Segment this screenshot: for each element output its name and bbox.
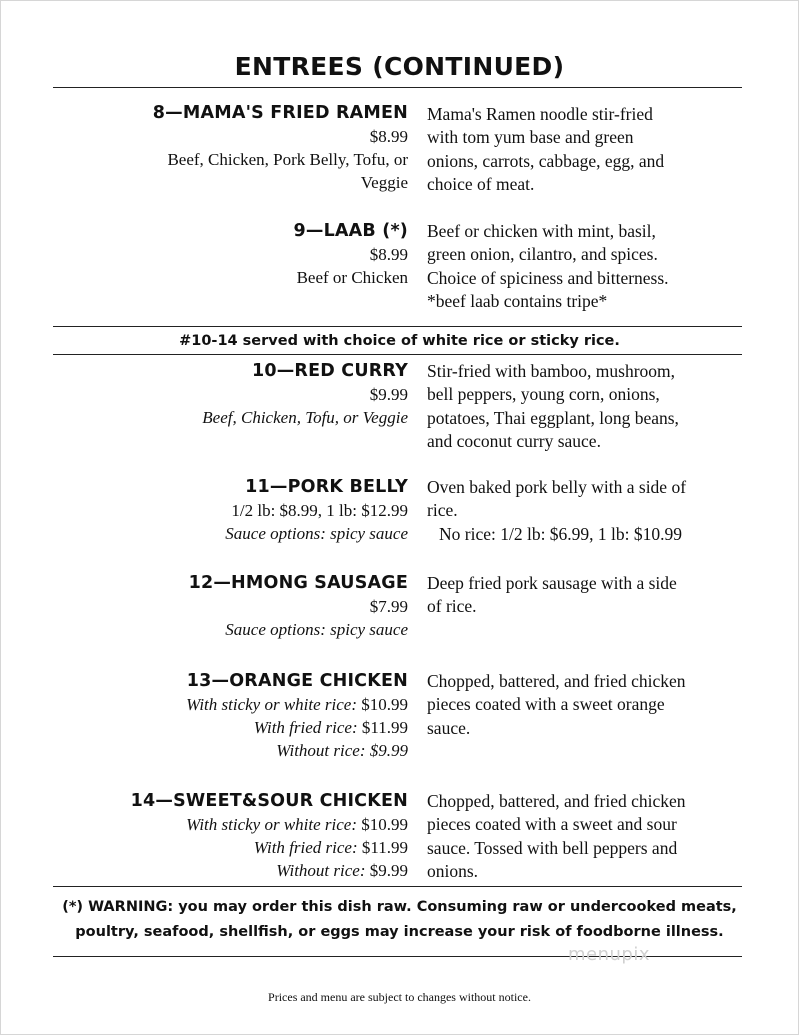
item-price: $8.99 — [369, 127, 408, 146]
raw-warning — [40, 895, 759, 945]
item-description: bell peppers, young corn, onions, — [427, 384, 660, 405]
divider-notice-top — [53, 326, 742, 327]
item-description: and coconut curry sauce. — [427, 430, 601, 451]
item-description: pieces coated with a sweet and sour — [427, 814, 677, 835]
price-label: Without rice: — [276, 861, 366, 880]
item-name: 9—LAAB (*) — [293, 221, 408, 241]
item-description: onions. — [427, 860, 479, 881]
item-name: 13—ORANGE CHICKEN — [186, 671, 408, 691]
item-description: of rice. — [427, 596, 477, 617]
item-options: Beef or Chicken — [296, 268, 408, 287]
item-description: sauce. — [427, 717, 471, 738]
item-price: $9.99 — [369, 861, 408, 880]
item-description: Choice of spiciness and bitterness. — [427, 267, 669, 288]
item-description: choice of meat. — [427, 173, 535, 194]
item-name: 10—RED CURRY — [251, 361, 408, 381]
item-price: 1/2 lb: $8.99, 1 lb: $12.99 — [231, 501, 408, 520]
item-price: $10.99 — [361, 815, 408, 834]
price-label: With sticky or white rice: — [186, 815, 357, 834]
price-label: With fried rice: — [253, 718, 358, 737]
item-description: sauce. Tossed with bell peppers and — [427, 837, 678, 858]
item-description: *beef laab contains tripe* — [427, 290, 608, 311]
item-description: Chopped, battered, and fried chicken — [427, 671, 686, 691]
item-description: green onion, cilantro, and spices. — [427, 244, 658, 265]
watermark: menupix — [568, 944, 651, 965]
rice-notice: #10-14 served with choice of white rice or sticky rice. — [179, 333, 620, 349]
item-name: 12—HMONG SAUSAGE — [188, 573, 408, 593]
item-description: Chopped, battered, and fried chicken — [427, 791, 686, 811]
item-options: Beef, Chicken, Tofu, or Veggie — [202, 408, 408, 427]
item-description: rice. — [427, 500, 458, 521]
item-price: $11.99 — [361, 718, 408, 737]
item-name: 8—MAMA'S FRIED RAMEN — [152, 103, 408, 123]
item-options: Veggie — [360, 173, 408, 192]
item-price: $11.99 — [361, 838, 408, 857]
price-label: Without rice: $9.99 — [276, 741, 408, 760]
item-description: pieces coated with a sweet orange — [427, 694, 665, 715]
divider-top — [53, 87, 742, 88]
divider-warning-top — [53, 886, 742, 887]
item-description: with tom yum base and green — [427, 127, 634, 148]
item-description: onions, carrots, cabbage, egg, and — [427, 150, 665, 171]
item-price: $7.99 — [369, 597, 408, 616]
item-description: Deep fried pork sausage with a side — [427, 573, 677, 593]
item-name: 14—SWEET&SOUR CHICKEN — [130, 791, 408, 811]
item-price: $10.99 — [361, 695, 408, 714]
item-options: Sauce options: spicy sauce — [225, 620, 408, 639]
warning-line: (*) WARNING: you may order this dish raw. Consuming raw or undercooked meats, — [62, 899, 737, 915]
item-description: potatoes, Thai eggplant, long beans, — [427, 407, 679, 428]
item-description: No rice: 1/2 lb: $6.99, 1 lb: $10.99 — [439, 523, 683, 544]
item-price: $8.99 — [369, 245, 408, 264]
item-description: Oven baked pork belly with a side of — [427, 477, 687, 497]
price-label: With sticky or white rice: — [186, 695, 357, 714]
price-label: With fried rice: — [253, 838, 358, 857]
item-name: 11—PORK BELLY — [245, 477, 408, 497]
page-title: ENTREES (CONTINUED) — [234, 52, 565, 81]
item-options: Sauce options: spicy sauce — [225, 524, 408, 543]
item-options: Beef, Chicken, Pork Belly, Tofu, or — [167, 150, 408, 169]
item-description: Beef or chicken with mint, basil, — [427, 221, 656, 241]
warning-line: poultry, seafood, shellfish, or eggs may increase your risk of foodborne illness. — [75, 924, 724, 940]
item-price: $9.99 — [369, 385, 408, 404]
divider-notice-bottom — [53, 354, 742, 355]
item-description: Mama's Ramen noodle stir-fried — [427, 104, 653, 124]
item-description: Stir-fried with bamboo, mushroom, — [427, 361, 676, 381]
footer-note: Prices and menu are subject to changes without notice. — [268, 990, 531, 1004]
